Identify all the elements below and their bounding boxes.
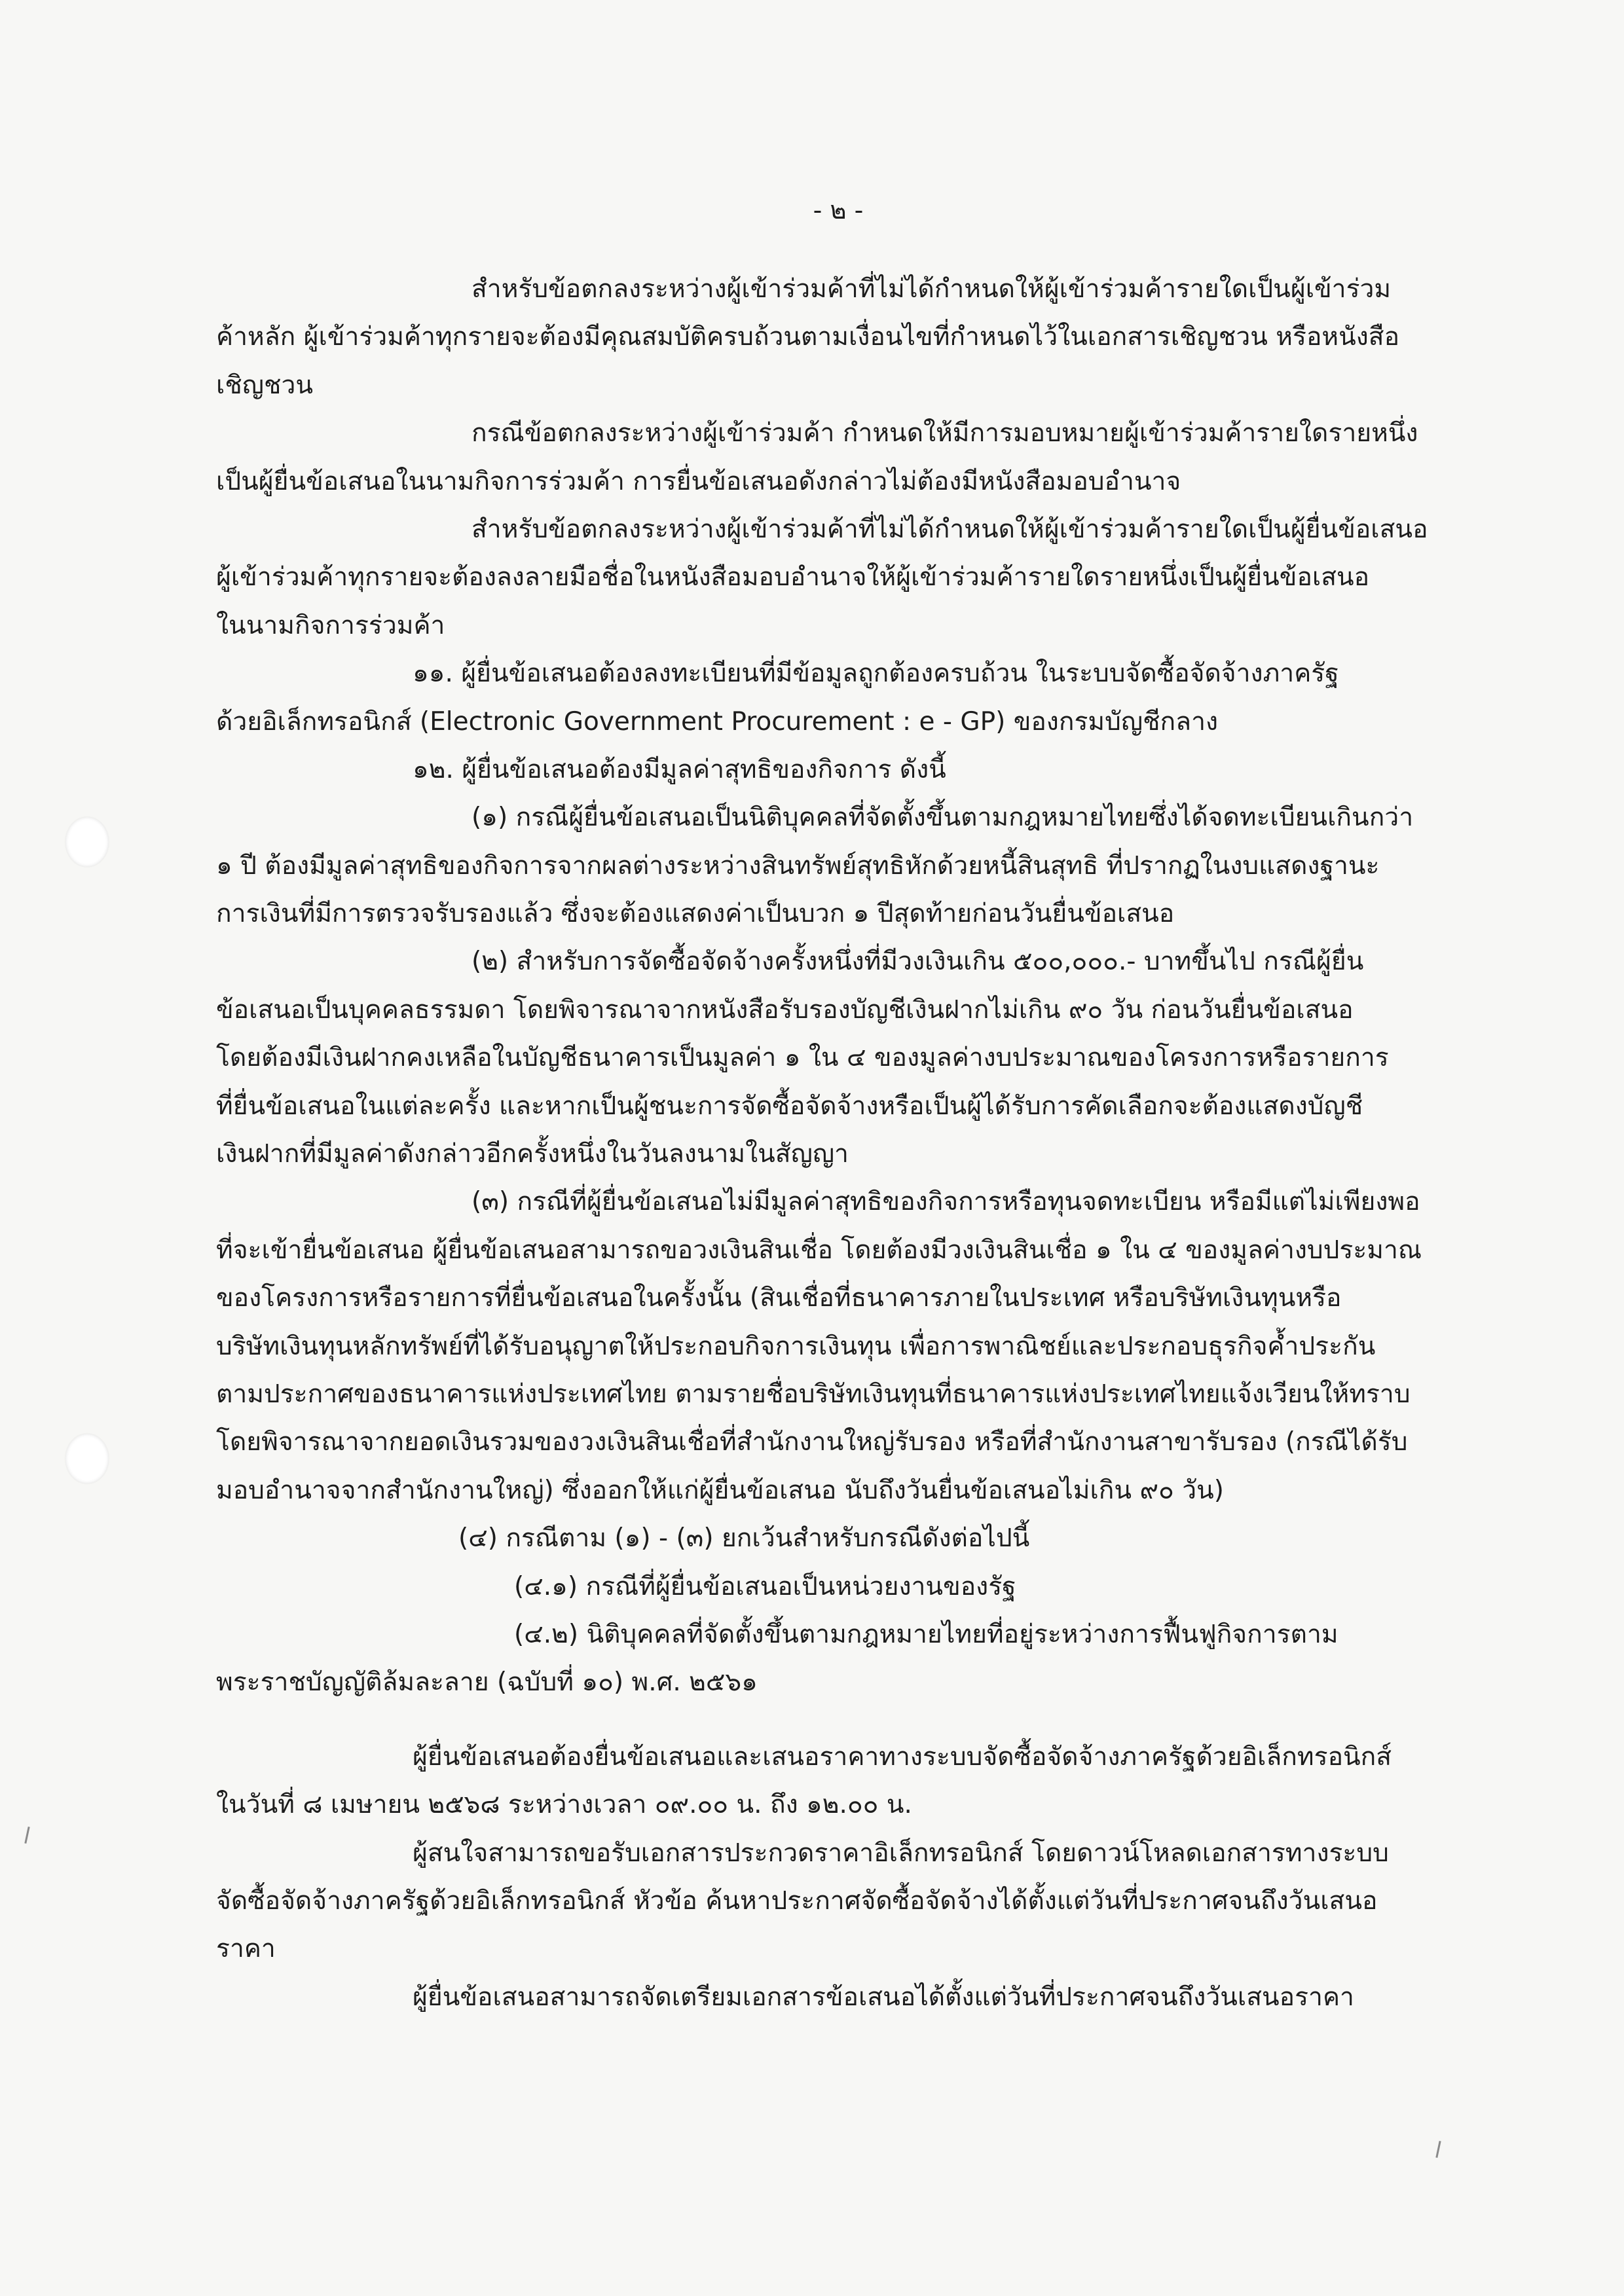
download-info-line: ผู้สนใจสามารถขอรับเอกสารประกวดราคาอิเล็กทรอนิกส์ โดยดาวน์โหลดเอกสารทางระบบ [413,1838,1389,1868]
clause-12-4-2-line: พระราชบัญญัติล้มละลาย (ฉบับที่ ๑๐) พ.ศ. ๒๕๖๑ [216,1667,758,1698]
clause-12-3-line: ของโครงการหรือรายการที่ยื่นข้อเสนอในครั้งนั้น (สินเชื่อที่ธนาคารภายในประเทศ หรือบริษัทเงินทุนหรือ [216,1283,1342,1313]
clause-12-1-line: การเงินที่มีการตรวจรับรองแล้ว ซึ่งจะต้องแสดงค่าเป็นบวก ๑ ปีสุดท้ายก่อนวันยื่นข้อเสนอ [216,899,1175,929]
punch-hole [65,817,109,867]
submission-date-line: ในวันที่ ๘ เมษายน ๒๕๖๘ ระหว่างเวลา ๐๙.๐๐ น. ถึง ๑๒.๐๐ น. [216,1790,912,1820]
paragraph-line: กรณีข้อตกลงระหว่างผู้เข้าร่วมค้า กำหนดให้มีการมอบหมายผู้เข้าร่วมค้ารายใดรายหนึ่ง [471,418,1418,448]
clause-12-heading: ๑๒. ผู้ยื่นข้อเสนอต้องมีมูลค่าสุทธิของกิจการ ดังนี้ [413,754,946,784]
clause-12-3-line: มอบอำนาจจากสำนักงานใหญ่) ซึ่งออกให้แก่ผู้ยื่นข้อเสนอ นับถึงวันยื่นข้อเสนอไม่เกิน ๙๐ วัน) [216,1475,1224,1505]
clause-12-3-line: บริษัทเงินทุนหลักทรัพย์ที่ได้รับอนุญาตให้ประกอบกิจการเงินทุน เพื่อการพาณิชย์และประกอบธุรกิจค้ำประกัน [216,1331,1376,1361]
submission-date-line: ผู้ยื่นข้อเสนอต้องยื่นข้อเสนอและเสนอราคาทางระบบจัดซื้อจัดจ้างภาครัฐด้วยอิเล็กทรอนิกส์ [413,1741,1392,1772]
paragraph-line: ค้าหลัก ผู้เข้าร่วมค้าทุกรายจะต้องมีคุณสมบัติครบถ้วนตามเงื่อนไขที่กำหนดไว้ในเอกสารเชิญชวน หรือหนังสือ [216,322,1400,352]
download-info-line: ราคา [216,1934,276,1964]
paragraph-line: ผู้เข้าร่วมค้าทุกรายจะต้องลงลายมือชื่อในหนังสือมอบอำนาจให้ผู้เข้าร่วมค้ารายใดรายหนึ่งเป็นผู้ยื่นข้อเสนอ [216,562,1370,592]
punch-hole [65,1434,109,1484]
clause-12-3-line: โดยพิจารณาจากยอดเงินรวมของวงเงินสินเชื่อที่สำนักงานใหญ่รับรอง หรือที่สำนักงานสาขารับรอง (กรณีได้รับ [216,1427,1408,1457]
clause-12-4-2-line: (๔.๒) นิติบุคคลที่จัดตั้งขึ้นตามกฎหมายไทยที่อยู่ระหว่างการฟื้นฟูกิจการตาม [514,1619,1338,1649]
clause-12-2-line: เงินฝากที่มีมูลค่าดังกล่าวอีกครั้งหนึ่งในวันลงนามในสัญญา [216,1139,849,1169]
clause-12-4-1-line: (๔.๑) กรณีที่ผู้ยื่นข้อเสนอเป็นหน่วยงานของรัฐ [514,1571,1016,1601]
clause-11-line: ๑๑. ผู้ยื่นข้อเสนอต้องลงทะเบียนที่มีข้อมูลถูกต้องครบถ้วน ในระบบจัดซื้อจัดจ้างภาครัฐ [413,659,1339,689]
preparation-info-line: ผู้ยื่นข้อเสนอสามารถจัดเตรียมเอกสารข้อเสนอได้ตั้งแต่วันที่ประกาศจนถึงวันเสนอราคา [413,1982,1354,2012]
clause-12-1-line: ๑ ปี ต้องมีมูลค่าสุทธิของกิจการจากผลต่างระหว่างสินทรัพย์สุทธิหักด้วยหนี้สินสุทธิ ที่ปรากฏในงบแสดงฐานะ [216,850,1380,881]
clause-11-line: ด้วยอิเล็กทรอนิกส์ (Electronic Government Procurement : e - GP) ของกรมบัญชีกลาง [216,706,1219,737]
paragraph-line: สำหรับข้อตกลงระหว่างผู้เข้าร่วมค้าที่ไม่ได้กำหนดให้ผู้เข้าร่วมค้ารายใดเป็นผู้เข้าร่วม [471,274,1392,304]
paragraph-line: เป็นผู้ยื่นข้อเสนอในนามกิจการร่วมค้า การยื่นข้อเสนอดังกล่าวไม่ต้องมีหนังสือมอบอำนาจ [216,466,1181,496]
scan-mark [1435,2141,1441,2158]
document-body [216,265,1460,2021]
clause-12-4-line: (๔) กรณีตาม (๑) - (๓) ยกเว้นสำหรับกรณีดังต่อไปนี้ [458,1523,1030,1554]
paragraph-line: ในนามกิจการร่วมค้า [216,610,445,640]
clause-12-3-line: ที่จะเข้ายื่นข้อเสนอ ผู้ยื่นข้อเสนอสามารถขอวงเงินสินเชื่อ โดยต้องมีวงเงินสินเชื่อ ๑ ใน ๔ ของมูลค่างบประมาณ [216,1235,1422,1265]
clause-12-1-line: (๑) กรณีผู้ยื่นข้อเสนอเป็นนิติบุคคลที่จัดตั้งขึ้นตามกฎหมายไทยซึ่งได้จดทะเบียนเกินกว่า [471,803,1414,833]
clause-12-2-line: ที่ยื่นข้อเสนอในแต่ละครั้ง และหากเป็นผู้ชนะการจัดซื้อจัดจ้างหรือเป็นผู้ได้รับการคัดเลือกจะต้องแสดงบัญชี [216,1091,1363,1121]
clause-12-3-line: (๓) กรณีที่ผู้ยื่นข้อเสนอไม่มีมูลค่าสุทธิของกิจการหรือทุนจดทะเบียน หรือมีแต่ไม่เพียงพอ [471,1187,1420,1217]
page-number: - ๒ - [813,196,864,225]
clause-12-2-line: ข้อเสนอเป็นบุคคลธรรมดา โดยพิจารณาจากหนังสือรับรองบัญชีเงินฝากไม่เกิน ๙๐ วัน ก่อนวันยื่นข้อเสนอ [216,994,1354,1025]
clause-12-2-line: โดยต้องมีเงินฝากคงเหลือในบัญชีธนาคารเป็นมูลค่า ๑ ใน ๔ ของมูลค่างบประมาณของโครงการหรือรายการ [216,1043,1389,1073]
clause-12-2-line: (๒) สำหรับการจัดซื้อจัดจ้างครั้งหนึ่งที่มีวงเงินเกิน ๕๐๐,๐๐๐.- บาทขึ้นไป กรณีผู้ยื่น [471,947,1364,977]
clause-12-3-line: ตามประกาศของธนาคารแห่งประเทศไทย ตามรายชื่อบริษัทเงินทุนที่ธนาคารแห่งประเทศไทยแจ้งเวียนให้ทราบ [216,1379,1411,1409]
paragraph-line: เชิญชวน [216,370,314,400]
paragraph-line: สำหรับข้อตกลงระหว่างผู้เข้าร่วมค้าที่ไม่ได้กำหนดให้ผู้เข้าร่วมค้ารายใดเป็นผู้ยื่นข้อเสนอ [471,514,1428,544]
scan-mark [24,1827,29,1844]
download-info-line: จัดซื้อจัดจ้างภาครัฐด้วยอิเล็กทรอนิกส์ หัวข้อ ค้นหาประกาศจัดซื้อจัดจ้างได้ตั้งแต่วันที่ประกาศจนถึงวันเสนอ [216,1886,1378,1916]
